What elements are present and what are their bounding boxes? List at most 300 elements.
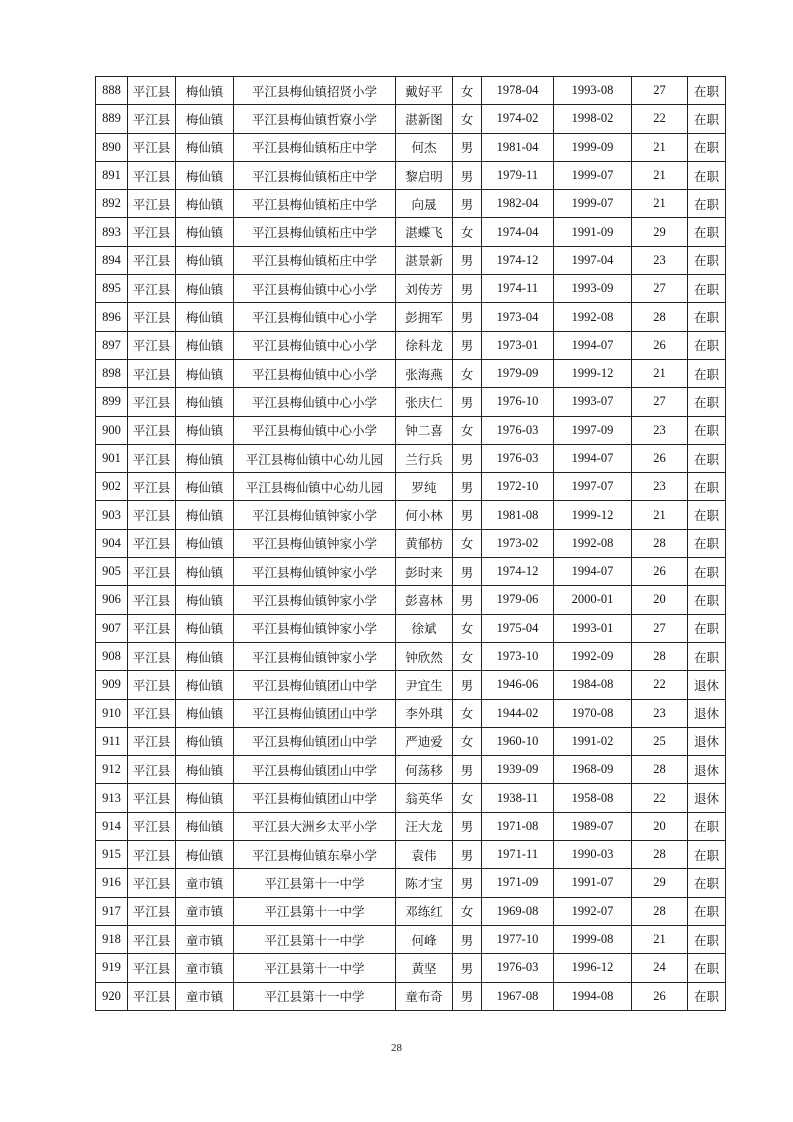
cell-work-start-date: 1970-08 <box>554 699 632 727</box>
cell-birth-date: 1978-04 <box>482 77 554 105</box>
cell-years-of-service: 28 <box>632 841 688 869</box>
cell-gender: 女 <box>453 218 482 246</box>
cell-years-of-service: 23 <box>632 473 688 501</box>
cell-county: 平江县 <box>128 359 176 387</box>
cell-record-number: 912 <box>96 756 128 784</box>
cell-birth-date: 1976-03 <box>482 444 554 472</box>
cell-town: 童市镇 <box>176 954 234 982</box>
cell-years-of-service: 27 <box>632 388 688 416</box>
cell-status: 在职 <box>688 558 726 586</box>
cell-town: 梅仙镇 <box>176 388 234 416</box>
cell-birth-date: 1971-09 <box>482 869 554 897</box>
cell-years-of-service: 27 <box>632 275 688 303</box>
cell-work-start-date: 1999-12 <box>554 501 632 529</box>
cell-name: 陈才宝 <box>396 869 453 897</box>
cell-name: 钟欣然 <box>396 642 453 670</box>
cell-school: 平江县梅仙镇团山中学 <box>234 756 396 784</box>
table-row <box>96 444 726 472</box>
cell-gender: 男 <box>453 671 482 699</box>
cell-record-number: 907 <box>96 614 128 642</box>
cell-birth-date: 1974-02 <box>482 105 554 133</box>
cell-birth-date: 1979-06 <box>482 586 554 614</box>
cell-name: 黄坚 <box>396 954 453 982</box>
cell-school: 平江县梅仙镇钟家小学 <box>234 558 396 586</box>
cell-gender: 男 <box>453 331 482 359</box>
cell-status: 在职 <box>688 331 726 359</box>
cell-years-of-service: 21 <box>632 161 688 189</box>
cell-county: 平江县 <box>128 982 176 1010</box>
cell-status: 在职 <box>688 218 726 246</box>
cell-status: 在职 <box>688 105 726 133</box>
table-row <box>96 642 726 670</box>
cell-birth-date: 1974-12 <box>482 246 554 274</box>
table-row <box>96 246 726 274</box>
cell-school: 平江县梅仙镇中心小学 <box>234 359 396 387</box>
cell-work-start-date: 1991-02 <box>554 727 632 755</box>
cell-county: 平江县 <box>128 586 176 614</box>
cell-record-number: 896 <box>96 303 128 331</box>
cell-record-number: 910 <box>96 699 128 727</box>
cell-birth-date: 1976-03 <box>482 954 554 982</box>
table-row <box>96 869 726 897</box>
cell-gender: 男 <box>453 444 482 472</box>
cell-years-of-service: 22 <box>632 671 688 699</box>
cell-record-number: 911 <box>96 727 128 755</box>
cell-school: 平江县梅仙镇钟家小学 <box>234 586 396 614</box>
table-row <box>96 388 726 416</box>
cell-years-of-service: 28 <box>632 897 688 925</box>
cell-school: 平江县梅仙镇团山中学 <box>234 727 396 755</box>
cell-town: 梅仙镇 <box>176 642 234 670</box>
cell-name: 湛景新 <box>396 246 453 274</box>
cell-years-of-service: 22 <box>632 105 688 133</box>
cell-school: 平江县梅仙镇钟家小学 <box>234 501 396 529</box>
cell-name: 翁英华 <box>396 784 453 812</box>
cell-school: 平江县梅仙镇团山中学 <box>234 699 396 727</box>
cell-town: 梅仙镇 <box>176 190 234 218</box>
cell-status: 在职 <box>688 529 726 557</box>
cell-record-number: 909 <box>96 671 128 699</box>
cell-county: 平江县 <box>128 218 176 246</box>
cell-birth-date: 1973-10 <box>482 642 554 670</box>
cell-county: 平江县 <box>128 388 176 416</box>
cell-name: 何小林 <box>396 501 453 529</box>
cell-years-of-service: 26 <box>632 558 688 586</box>
table-row <box>96 897 726 925</box>
cell-record-number: 902 <box>96 473 128 501</box>
cell-years-of-service: 26 <box>632 444 688 472</box>
cell-birth-date: 1974-12 <box>482 558 554 586</box>
table-row <box>96 671 726 699</box>
cell-county: 平江县 <box>128 954 176 982</box>
cell-years-of-service: 24 <box>632 954 688 982</box>
cell-status: 在职 <box>688 642 726 670</box>
cell-school: 平江县梅仙镇柘庄中学 <box>234 190 396 218</box>
cell-birth-date: 1960-10 <box>482 727 554 755</box>
cell-gender: 男 <box>453 756 482 784</box>
cell-town: 梅仙镇 <box>176 444 234 472</box>
cell-gender: 女 <box>453 105 482 133</box>
cell-work-start-date: 1999-08 <box>554 925 632 953</box>
cell-birth-date: 1939-09 <box>482 756 554 784</box>
cell-name: 湛新图 <box>396 105 453 133</box>
cell-school: 平江县梅仙镇钟家小学 <box>234 529 396 557</box>
cell-record-number: 917 <box>96 897 128 925</box>
cell-school: 平江县梅仙镇哲寮小学 <box>234 105 396 133</box>
cell-town: 梅仙镇 <box>176 727 234 755</box>
cell-county: 平江县 <box>128 897 176 925</box>
cell-record-number: 890 <box>96 133 128 161</box>
cell-name: 戴好平 <box>396 77 453 105</box>
cell-town: 童市镇 <box>176 897 234 925</box>
cell-school: 平江县梅仙镇中心小学 <box>234 388 396 416</box>
cell-status: 在职 <box>688 444 726 472</box>
cell-record-number: 891 <box>96 161 128 189</box>
table-row <box>96 841 726 869</box>
cell-record-number: 892 <box>96 190 128 218</box>
cell-birth-date: 1979-09 <box>482 359 554 387</box>
cell-record-number: 913 <box>96 784 128 812</box>
cell-town: 梅仙镇 <box>176 133 234 161</box>
cell-work-start-date: 1997-04 <box>554 246 632 274</box>
cell-name: 张海燕 <box>396 359 453 387</box>
cell-county: 平江县 <box>128 558 176 586</box>
cell-town: 梅仙镇 <box>176 558 234 586</box>
table-row <box>96 133 726 161</box>
cell-gender: 女 <box>453 727 482 755</box>
cell-gender: 女 <box>453 897 482 925</box>
cell-status: 在职 <box>688 925 726 953</box>
table-row <box>96 727 726 755</box>
cell-gender: 男 <box>453 841 482 869</box>
cell-years-of-service: 29 <box>632 869 688 897</box>
cell-name: 严迪爱 <box>396 727 453 755</box>
cell-school: 平江县梅仙镇招贤小学 <box>234 77 396 105</box>
cell-status: 在职 <box>688 416 726 444</box>
table-row <box>96 303 726 331</box>
cell-town: 梅仙镇 <box>176 359 234 387</box>
cell-record-number: 914 <box>96 812 128 840</box>
cell-name: 汪大龙 <box>396 812 453 840</box>
cell-school: 平江县第十一中学 <box>234 897 396 925</box>
cell-status: 在职 <box>688 501 726 529</box>
cell-work-start-date: 1993-08 <box>554 77 632 105</box>
cell-school: 平江县梅仙镇东皋小学 <box>234 841 396 869</box>
cell-work-start-date: 1999-09 <box>554 133 632 161</box>
cell-birth-date: 1982-04 <box>482 190 554 218</box>
cell-work-start-date: 1991-09 <box>554 218 632 246</box>
cell-years-of-service: 28 <box>632 303 688 331</box>
cell-gender: 男 <box>453 954 482 982</box>
cell-name: 何杰 <box>396 133 453 161</box>
cell-school: 平江县第十一中学 <box>234 869 396 897</box>
cell-county: 平江县 <box>128 869 176 897</box>
cell-years-of-service: 23 <box>632 246 688 274</box>
cell-name: 向晟 <box>396 190 453 218</box>
cell-county: 平江县 <box>128 161 176 189</box>
cell-years-of-service: 21 <box>632 190 688 218</box>
cell-years-of-service: 21 <box>632 501 688 529</box>
cell-status: 在职 <box>688 161 726 189</box>
table-row <box>96 190 726 218</box>
table-row <box>96 784 726 812</box>
cell-status: 退休 <box>688 671 726 699</box>
cell-status: 退休 <box>688 699 726 727</box>
cell-work-start-date: 1997-09 <box>554 416 632 444</box>
table-row <box>96 501 726 529</box>
cell-status: 在职 <box>688 812 726 840</box>
cell-birth-date: 1977-10 <box>482 925 554 953</box>
cell-county: 平江县 <box>128 925 176 953</box>
cell-county: 平江县 <box>128 727 176 755</box>
cell-name: 彭时来 <box>396 558 453 586</box>
cell-gender: 女 <box>453 359 482 387</box>
cell-record-number: 905 <box>96 558 128 586</box>
cell-county: 平江县 <box>128 614 176 642</box>
cell-years-of-service: 22 <box>632 784 688 812</box>
cell-birth-date: 1967-08 <box>482 982 554 1010</box>
cell-birth-date: 1938-11 <box>482 784 554 812</box>
cell-school: 平江县梅仙镇柘庄中学 <box>234 161 396 189</box>
cell-work-start-date: 1996-12 <box>554 954 632 982</box>
cell-birth-date: 1971-08 <box>482 812 554 840</box>
table-row <box>96 218 726 246</box>
cell-gender: 男 <box>453 161 482 189</box>
table-row <box>96 473 726 501</box>
cell-birth-date: 1944-02 <box>482 699 554 727</box>
cell-birth-date: 1973-04 <box>482 303 554 331</box>
cell-gender: 男 <box>453 303 482 331</box>
cell-school: 平江县梅仙镇中心小学 <box>234 303 396 331</box>
cell-birth-date: 1972-10 <box>482 473 554 501</box>
cell-record-number: 904 <box>96 529 128 557</box>
cell-town: 梅仙镇 <box>176 614 234 642</box>
cell-status: 在职 <box>688 246 726 274</box>
cell-gender: 女 <box>453 529 482 557</box>
cell-work-start-date: 1993-01 <box>554 614 632 642</box>
cell-years-of-service: 28 <box>632 529 688 557</box>
cell-status: 在职 <box>688 841 726 869</box>
cell-town: 梅仙镇 <box>176 586 234 614</box>
cell-work-start-date: 1997-07 <box>554 473 632 501</box>
cell-school: 平江县梅仙镇团山中学 <box>234 671 396 699</box>
cell-county: 平江县 <box>128 331 176 359</box>
cell-work-start-date: 1989-07 <box>554 812 632 840</box>
cell-record-number: 899 <box>96 388 128 416</box>
cell-gender: 女 <box>453 784 482 812</box>
cell-birth-date: 1974-11 <box>482 275 554 303</box>
cell-county: 平江县 <box>128 756 176 784</box>
cell-status: 退休 <box>688 784 726 812</box>
cell-county: 平江县 <box>128 275 176 303</box>
cell-town: 梅仙镇 <box>176 784 234 812</box>
records-body <box>96 77 726 1011</box>
cell-school: 平江县梅仙镇中心小学 <box>234 275 396 303</box>
cell-work-start-date: 1998-02 <box>554 105 632 133</box>
cell-birth-date: 1976-03 <box>482 416 554 444</box>
cell-county: 平江县 <box>128 699 176 727</box>
cell-name: 童布奇 <box>396 982 453 1010</box>
cell-record-number: 906 <box>96 586 128 614</box>
cell-birth-date: 1973-01 <box>482 331 554 359</box>
cell-status: 在职 <box>688 614 726 642</box>
cell-work-start-date: 1968-09 <box>554 756 632 784</box>
cell-school: 平江县梅仙镇中心小学 <box>234 416 396 444</box>
cell-school: 平江县第十一中学 <box>234 982 396 1010</box>
cell-name: 徐科龙 <box>396 331 453 359</box>
cell-work-start-date: 1999-07 <box>554 161 632 189</box>
cell-gender: 女 <box>453 416 482 444</box>
cell-name: 兰行兵 <box>396 444 453 472</box>
cell-gender: 男 <box>453 246 482 274</box>
cell-county: 平江县 <box>128 841 176 869</box>
table-row <box>96 529 726 557</box>
cell-town: 童市镇 <box>176 869 234 897</box>
cell-years-of-service: 20 <box>632 812 688 840</box>
cell-county: 平江县 <box>128 501 176 529</box>
cell-status: 在职 <box>688 897 726 925</box>
cell-work-start-date: 1994-07 <box>554 558 632 586</box>
cell-town: 梅仙镇 <box>176 105 234 133</box>
cell-county: 平江县 <box>128 812 176 840</box>
cell-record-number: 916 <box>96 869 128 897</box>
cell-gender: 女 <box>453 699 482 727</box>
table-row <box>96 756 726 784</box>
cell-birth-date: 1975-04 <box>482 614 554 642</box>
table-row <box>96 586 726 614</box>
cell-work-start-date: 1993-09 <box>554 275 632 303</box>
cell-record-number: 900 <box>96 416 128 444</box>
cell-town: 梅仙镇 <box>176 812 234 840</box>
table-row <box>96 161 726 189</box>
cell-name: 邓练红 <box>396 897 453 925</box>
table-row <box>96 925 726 953</box>
cell-years-of-service: 26 <box>632 982 688 1010</box>
cell-name: 黎启明 <box>396 161 453 189</box>
cell-record-number: 897 <box>96 331 128 359</box>
cell-gender: 男 <box>453 586 482 614</box>
cell-status: 在职 <box>688 303 726 331</box>
cell-work-start-date: 1991-07 <box>554 869 632 897</box>
cell-county: 平江县 <box>128 105 176 133</box>
cell-work-start-date: 1994-08 <box>554 982 632 1010</box>
table-row <box>96 558 726 586</box>
cell-status: 在职 <box>688 275 726 303</box>
cell-record-number: 894 <box>96 246 128 274</box>
cell-record-number: 893 <box>96 218 128 246</box>
cell-years-of-service: 26 <box>632 331 688 359</box>
cell-record-number: 898 <box>96 359 128 387</box>
cell-town: 梅仙镇 <box>176 218 234 246</box>
cell-years-of-service: 27 <box>632 77 688 105</box>
cell-county: 平江县 <box>128 246 176 274</box>
cell-work-start-date: 1984-08 <box>554 671 632 699</box>
cell-school: 平江县梅仙镇中心幼儿园 <box>234 473 396 501</box>
cell-gender: 男 <box>453 275 482 303</box>
cell-gender: 男 <box>453 982 482 1010</box>
cell-county: 平江县 <box>128 473 176 501</box>
cell-town: 梅仙镇 <box>176 699 234 727</box>
cell-years-of-service: 28 <box>632 756 688 784</box>
cell-birth-date: 1969-08 <box>482 897 554 925</box>
cell-town: 梅仙镇 <box>176 161 234 189</box>
cell-county: 平江县 <box>128 444 176 472</box>
cell-school: 平江县第十一中学 <box>234 954 396 982</box>
table-row <box>96 331 726 359</box>
cell-gender: 男 <box>453 558 482 586</box>
cell-county: 平江县 <box>128 303 176 331</box>
cell-work-start-date: 1990-03 <box>554 841 632 869</box>
cell-gender: 女 <box>453 77 482 105</box>
cell-birth-date: 1976-10 <box>482 388 554 416</box>
cell-gender: 男 <box>453 501 482 529</box>
cell-status: 退休 <box>688 727 726 755</box>
cell-town: 梅仙镇 <box>176 246 234 274</box>
cell-work-start-date: 1994-07 <box>554 331 632 359</box>
cell-name: 罗纯 <box>396 473 453 501</box>
cell-gender: 男 <box>453 473 482 501</box>
cell-county: 平江县 <box>128 671 176 699</box>
cell-gender: 女 <box>453 614 482 642</box>
cell-status: 在职 <box>688 869 726 897</box>
cell-status: 退休 <box>688 756 726 784</box>
cell-years-of-service: 25 <box>632 727 688 755</box>
cell-years-of-service: 21 <box>632 925 688 953</box>
cell-name: 彭喜林 <box>396 586 453 614</box>
cell-county: 平江县 <box>128 133 176 161</box>
cell-town: 梅仙镇 <box>176 671 234 699</box>
cell-town: 梅仙镇 <box>176 416 234 444</box>
cell-work-start-date: 1993-07 <box>554 388 632 416</box>
cell-county: 平江县 <box>128 77 176 105</box>
cell-record-number: 918 <box>96 925 128 953</box>
cell-name: 刘传芳 <box>396 275 453 303</box>
cell-status: 在职 <box>688 359 726 387</box>
cell-years-of-service: 23 <box>632 416 688 444</box>
cell-gender: 男 <box>453 925 482 953</box>
cell-name: 钟二喜 <box>396 416 453 444</box>
cell-work-start-date: 1999-07 <box>554 190 632 218</box>
cell-school: 平江县大洲乡太平小学 <box>234 812 396 840</box>
cell-town: 梅仙镇 <box>176 303 234 331</box>
cell-record-number: 888 <box>96 77 128 105</box>
table-row <box>96 77 726 105</box>
cell-town: 梅仙镇 <box>176 756 234 784</box>
cell-name: 徐斌 <box>396 614 453 642</box>
cell-school: 平江县梅仙镇钟家小学 <box>234 614 396 642</box>
cell-county: 平江县 <box>128 190 176 218</box>
cell-status: 在职 <box>688 473 726 501</box>
cell-record-number: 908 <box>96 642 128 670</box>
table-row <box>96 105 726 133</box>
cell-town: 梅仙镇 <box>176 275 234 303</box>
cell-school: 平江县第十一中学 <box>234 925 396 953</box>
cell-school: 平江县梅仙镇柘庄中学 <box>234 246 396 274</box>
cell-name: 黄郁枋 <box>396 529 453 557</box>
cell-name: 湛蝶飞 <box>396 218 453 246</box>
cell-status: 在职 <box>688 954 726 982</box>
cell-name: 尹宜生 <box>396 671 453 699</box>
cell-status: 在职 <box>688 77 726 105</box>
table-row <box>96 416 726 444</box>
cell-work-start-date: 1992-09 <box>554 642 632 670</box>
cell-school: 平江县梅仙镇钟家小学 <box>234 642 396 670</box>
cell-birth-date: 1981-08 <box>482 501 554 529</box>
cell-birth-date: 1979-11 <box>482 161 554 189</box>
cell-name: 彭拥军 <box>396 303 453 331</box>
cell-town: 梅仙镇 <box>176 841 234 869</box>
records-table <box>95 76 726 1011</box>
